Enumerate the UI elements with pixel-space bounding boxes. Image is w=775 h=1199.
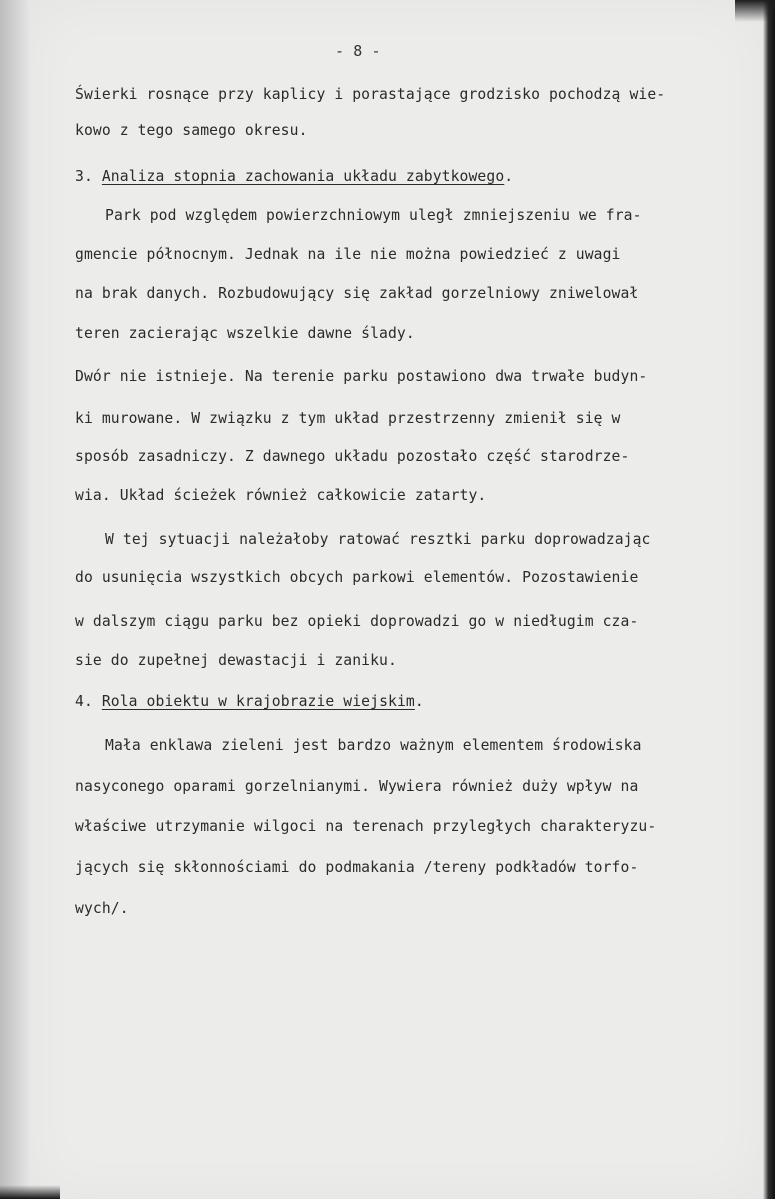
page-number: - 8 - <box>335 42 381 60</box>
text-line: Dwór nie istnieje. Na terenie parku postawiono dwa trwałe budyn- <box>75 368 648 385</box>
heading-number: 4. <box>75 693 93 710</box>
heading-title: Rola obiektu w krajobrazie wiejskim <box>101 693 415 710</box>
text-line: Świerki rosnące przy kaplicy i porastające grodzisko pochodzą wie- <box>75 86 666 103</box>
scan-corner-shadow <box>735 0 775 22</box>
text-line: sposób zasadniczy. Z dawnego układu pozostało część starodrze- <box>75 448 630 465</box>
section-heading-4 <box>75 692 424 712</box>
heading-end: . <box>414 693 424 710</box>
scan-right-edge <box>763 0 775 1199</box>
heading-end: . <box>504 168 514 185</box>
text-line: wych/. <box>75 900 129 917</box>
text-line: gmencie północnym. Jednak na ile nie można powiedzieć z uwagi <box>75 246 621 263</box>
scan-corner-shadow <box>0 1185 60 1199</box>
text-line: w dalszym ciągu parku bez opieki doprowadzi go w niedługim cza- <box>75 613 639 630</box>
text-line: kowo z tego samego okresu. <box>75 122 308 139</box>
text-line: teren zacierając wszelkie dawne ślady. <box>75 325 415 342</box>
text-line: sie do zupełnej dewastacji i zaniku. <box>75 652 397 669</box>
text-line: Park pod względem powierzchniowym uległ zmniejszeniu we fra- <box>105 207 642 224</box>
text-line: właściwe utrzymanie wilgoci na terenach przyległych charakteryzu- <box>75 818 657 835</box>
scan-left-edge <box>0 0 30 1199</box>
text-line: nasyconego oparami gorzelnianymi. Wywiera również duży wpływ na <box>75 778 639 795</box>
heading-number: 3. <box>75 168 93 185</box>
text-line: jących się skłonnościami do podmakania /tereny podkładów torfo- <box>75 859 639 876</box>
section-heading-3 <box>75 167 513 187</box>
text-line: ki murowane. W związku z tym układ przestrzenny zmienił się w <box>75 410 621 427</box>
text-line: na brak danych. Rozbudowujący się zakład gorzelniowy zniwelował <box>75 285 639 302</box>
text-line: do usunięcia wszystkich obcych parkowi elementów. Pozostawienie <box>75 569 639 586</box>
text-line: wia. Układ ścieżek również całkowicie zatarty. <box>75 487 487 504</box>
typewritten-page <box>30 0 763 1199</box>
heading-title: Analiza stopnia zachowania układu zabytkowego <box>101 168 505 185</box>
text-line: W tej sytuacji należałoby ratować resztki parku doprowadzając <box>105 531 651 548</box>
text-line: Mała enklawa zieleni jest bardzo ważnym elementem środowiska <box>105 737 642 754</box>
